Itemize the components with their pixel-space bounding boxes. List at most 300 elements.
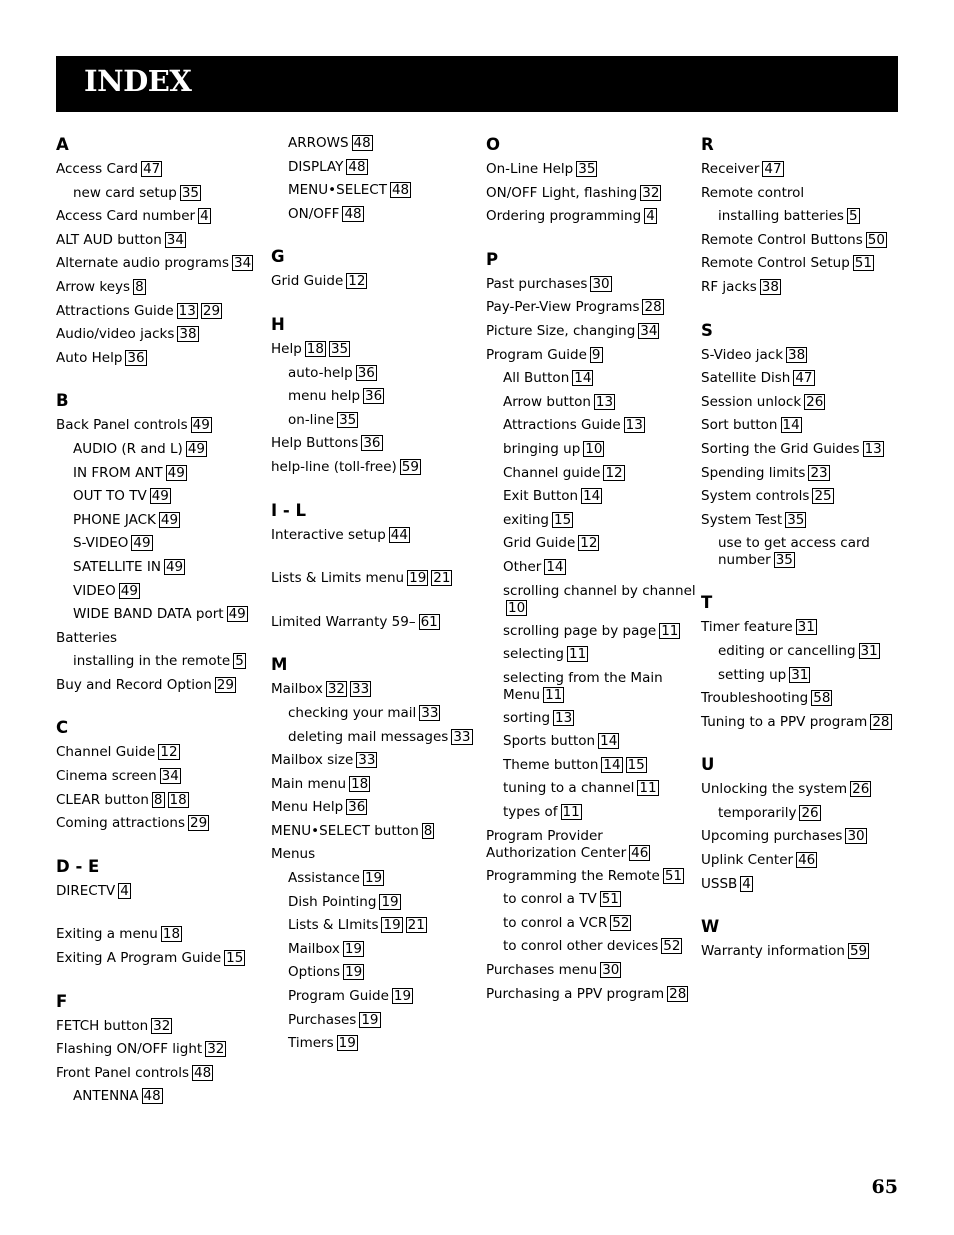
page-ref-link[interactable]: 31 xyxy=(791,666,809,683)
page-ref-link[interactable]: 13 xyxy=(864,440,882,457)
entry-term: S-VIDEO xyxy=(73,535,129,552)
page-ref-link[interactable]: 32 xyxy=(642,184,660,201)
index-entry xyxy=(56,252,266,276)
entry-term: to conrol a VCR xyxy=(503,914,608,931)
index-column-3 xyxy=(486,132,696,1006)
page-ref-link[interactable]: 19 xyxy=(345,964,363,981)
entry-term: ALT AUD button xyxy=(56,231,162,248)
index-entry xyxy=(56,627,266,651)
spacer xyxy=(271,591,481,611)
page-ref-link[interactable]: 13 xyxy=(178,302,196,319)
index-subentry xyxy=(56,532,266,556)
entry-term: Exit Button xyxy=(503,488,579,505)
index-entry xyxy=(701,252,911,276)
index-entry xyxy=(701,485,911,509)
entry-term: Exiting a menu xyxy=(56,926,158,943)
index-entry xyxy=(701,276,911,300)
index-subentry xyxy=(56,509,266,533)
page-ref-link[interactable]: 19 xyxy=(338,1035,356,1052)
page-ref-link[interactable]: 15 xyxy=(553,511,572,528)
page-ref-link[interactable]: 23 xyxy=(810,464,828,481)
page-ref-link[interactable]: 58 xyxy=(813,690,831,707)
index-entry xyxy=(271,338,481,362)
page-ref-link[interactable]: 4 xyxy=(120,882,129,899)
page-ref-link[interactable]: 14 xyxy=(782,417,800,434)
index-subentry xyxy=(486,580,696,620)
entry-term: Program Guide xyxy=(288,988,389,1005)
entry-term: Picture Size, changing xyxy=(486,322,636,339)
page-ref-link[interactable]: 4 xyxy=(200,208,209,225)
entry-term: new card setup xyxy=(73,184,177,201)
page-ref-link[interactable]: 19 xyxy=(409,570,427,587)
index-subentry xyxy=(271,938,481,962)
page-ref-link[interactable]: 21 xyxy=(407,917,425,934)
page-ref-link[interactable]: 51 xyxy=(664,867,682,884)
page-ref-link[interactable]: 35 xyxy=(578,161,596,177)
spacer xyxy=(271,480,481,498)
spacer xyxy=(701,896,911,914)
index-subentry xyxy=(486,707,696,731)
index-entry xyxy=(486,959,696,983)
entry-term: installing in the remote xyxy=(73,653,231,670)
entry-term: Help xyxy=(271,340,302,357)
spacer xyxy=(56,971,266,989)
entry-term: Front Panel controls xyxy=(56,1064,189,1081)
index-entry xyxy=(486,865,696,889)
index-subentry xyxy=(486,801,696,825)
section-letter: R xyxy=(701,135,714,154)
page-ref-link[interactable]: 49 xyxy=(228,606,246,623)
index-subentry xyxy=(56,438,266,462)
page-ref-link[interactable]: 35 xyxy=(787,511,805,528)
index-entry xyxy=(701,367,911,391)
page-ref-link[interactable]: 48 xyxy=(391,182,410,199)
entry-term: ON/OFF Light, flashing xyxy=(486,184,638,201)
entry-term: Mailbox xyxy=(288,940,340,957)
index-entry xyxy=(701,687,911,711)
index-entry xyxy=(486,273,696,297)
index-subentry xyxy=(486,777,696,801)
page-ref-link[interactable]: 4 xyxy=(742,875,751,892)
entry-term: Interactive setup xyxy=(271,526,386,543)
page-ref-link[interactable]: 11 xyxy=(562,804,580,821)
page-ref-link[interactable]: 32 xyxy=(153,1017,171,1034)
page-ref-link[interactable]: 36 xyxy=(357,364,375,381)
entry-term: Satellite Dish xyxy=(701,370,791,387)
section-letter: F xyxy=(56,991,68,1011)
spacer xyxy=(701,300,911,318)
entry-term: Attractions Guide xyxy=(503,417,621,434)
entry-term: Other xyxy=(503,558,542,575)
page-ref-link[interactable]: 19 xyxy=(383,917,401,934)
page-ref-link[interactable]: 12 xyxy=(160,744,178,761)
page-ref-link[interactable]: 49 xyxy=(120,582,138,599)
page-ref-link[interactable]: 49 xyxy=(187,440,206,457)
page-ref-link[interactable]: 11 xyxy=(569,646,587,663)
page-ref-link[interactable]: 34 xyxy=(640,322,658,339)
index-subentry xyxy=(486,888,696,912)
page-ref-link[interactable]: 52 xyxy=(612,914,630,931)
page-ref-link[interactable]: 47 xyxy=(795,370,813,387)
index-entry xyxy=(56,947,266,971)
page-ref-link[interactable]: 48 xyxy=(353,135,371,151)
index-entry xyxy=(486,205,696,229)
entry-term: DISPLAY xyxy=(288,158,344,175)
page-ref-link[interactable]: 35 xyxy=(775,552,793,569)
page-ref-link[interactable]: 11 xyxy=(545,686,563,703)
page-ref-link[interactable]: 14 xyxy=(583,488,601,505)
page-ref-link[interactable]: 35 xyxy=(330,340,349,357)
page-ref-link[interactable]: 15 xyxy=(627,756,645,773)
index-column-4 xyxy=(701,132,911,964)
index-entry xyxy=(486,825,696,865)
index-subentry xyxy=(701,802,911,826)
index-subentry xyxy=(271,1032,481,1056)
index-entry xyxy=(56,741,266,765)
index-entry xyxy=(701,414,911,438)
page-ref-link[interactable]: 9 xyxy=(591,346,601,363)
index-subentry xyxy=(701,640,911,664)
section-letter: C xyxy=(56,718,69,738)
index-subentry xyxy=(701,205,911,229)
entry-term: scrolling channel by channel xyxy=(503,582,696,599)
entry-term: scrolling page by page xyxy=(503,622,657,639)
page-ref-link[interactable]: 33 xyxy=(358,752,376,769)
section-letter: S xyxy=(701,320,713,340)
page-ref-link[interactable]: 11 xyxy=(639,780,657,797)
page-ref-link[interactable]: 19 xyxy=(344,940,363,957)
entry-term: SATELLITE IN xyxy=(73,558,161,575)
index-subentry xyxy=(56,462,266,486)
page-ref-link[interactable]: 29 xyxy=(216,676,234,693)
section-letter: T xyxy=(701,593,713,613)
index-entry xyxy=(56,812,266,836)
index-entry xyxy=(56,674,266,698)
page-ref-link[interactable]: 14 xyxy=(600,733,618,750)
page-ref-link[interactable]: 4 xyxy=(646,208,655,225)
index-entry xyxy=(56,323,266,347)
page-ref-link[interactable]: 28 xyxy=(644,299,662,316)
page-ref-link[interactable]: 32 xyxy=(207,1041,225,1058)
page-ref-link[interactable]: 44 xyxy=(390,526,408,543)
entry-term: On-Line Help xyxy=(486,161,574,177)
entry-term: Help Buttons xyxy=(271,435,359,452)
index-entry xyxy=(701,391,911,415)
page-ref-link[interactable]: 30 xyxy=(847,828,865,845)
entry-term: Access Card xyxy=(56,161,139,177)
entry-term: Batteries xyxy=(56,629,118,646)
page-ref-link[interactable]: 13 xyxy=(555,709,573,726)
entry-term: menu help xyxy=(288,388,361,405)
index-entry xyxy=(56,1015,266,1039)
entry-term: Remote Control Setup xyxy=(701,255,850,272)
page-ref-link[interactable]: 49 xyxy=(165,558,184,575)
page-ref-link[interactable]: 29 xyxy=(190,815,208,832)
page-ref-link[interactable]: 36 xyxy=(127,349,145,366)
page-ref-link[interactable]: 34 xyxy=(166,231,184,248)
section-letter: O xyxy=(486,135,501,154)
page-ref-link[interactable]: 46 xyxy=(798,852,816,869)
page-ref-link[interactable]: 12 xyxy=(348,273,366,290)
page-ref-link[interactable]: 36 xyxy=(363,435,381,452)
entry-term: Timers xyxy=(288,1035,334,1052)
entry-term: Program Provider Authorization Center xyxy=(486,827,627,861)
page-ref-link[interactable]: 8 xyxy=(153,791,163,808)
page-ref-link[interactable]: 32 xyxy=(327,681,346,698)
entry-term: Spending limits xyxy=(701,464,806,481)
page-ref-link[interactable]: 51 xyxy=(601,891,619,908)
page-ref-link[interactable]: 5 xyxy=(235,653,244,670)
entry-term: setting up xyxy=(718,666,787,683)
entry-term: Remote Control Buttons xyxy=(701,231,863,248)
entry-term: Arrow button xyxy=(503,393,591,410)
section-letter: A xyxy=(56,135,69,154)
index-entry xyxy=(56,789,266,813)
page-ref-link[interactable]: 30 xyxy=(602,962,620,979)
entry-term: Troubleshooting xyxy=(701,690,809,707)
page-ref-link[interactable]: 14 xyxy=(603,756,621,773)
index-subentry xyxy=(486,643,696,667)
page-ref-link[interactable]: 48 xyxy=(344,205,362,222)
entry-term: ON/OFF xyxy=(288,205,340,222)
page-ref-link[interactable]: 59 xyxy=(849,943,868,960)
index-entry xyxy=(271,796,481,820)
entry-term: RF jacks xyxy=(701,278,757,295)
page-ref-link[interactable]: 12 xyxy=(605,464,623,481)
index-entry xyxy=(271,432,481,456)
section-letter: W xyxy=(701,917,720,937)
entry-term: checking your mail xyxy=(288,704,417,721)
index-entry xyxy=(56,1062,266,1086)
index-subentry xyxy=(271,891,481,915)
entry-term: Channel Guide xyxy=(56,744,156,761)
page-ref-link[interactable]: 33 xyxy=(453,728,471,745)
entry-term: Grid Guide xyxy=(503,535,576,552)
page-ref-link[interactable]: 8 xyxy=(135,278,144,295)
page-ref-link[interactable]: 18 xyxy=(351,775,369,792)
entry-term: Menu Help xyxy=(271,799,344,816)
entry-term: Purchases xyxy=(288,1011,357,1028)
index-entry xyxy=(701,849,911,873)
page-ref-link[interactable]: 31 xyxy=(860,642,878,659)
section-letter: D - E xyxy=(56,856,100,876)
page-ref-link[interactable]: 48 xyxy=(348,158,366,175)
entry-term: Mailbox xyxy=(271,681,323,698)
index-entry xyxy=(56,158,266,182)
page-ref-link[interactable]: 30 xyxy=(592,275,610,292)
entry-term: System controls xyxy=(701,488,810,505)
entry-term: Channel guide xyxy=(503,464,601,481)
page-ref-link[interactable]: 49 xyxy=(192,417,210,434)
index-subentry xyxy=(486,556,696,580)
index-entry xyxy=(56,765,266,789)
entry-term: Back Panel controls xyxy=(56,417,188,434)
index-subentry xyxy=(56,1085,266,1109)
page-ref-link[interactable]: 26 xyxy=(852,781,870,798)
index-banner xyxy=(56,56,898,112)
page-ref-link[interactable]: 47 xyxy=(764,161,782,177)
page-ref-link[interactable]: 8 xyxy=(423,822,433,839)
entry-term: VIDEO xyxy=(73,582,116,599)
index-entry xyxy=(701,229,911,253)
page-ref-link[interactable]: 13 xyxy=(595,393,614,410)
index-subentry xyxy=(486,754,696,778)
page-ref-link[interactable]: 61 xyxy=(420,613,438,630)
page-ref-link[interactable]: 19 xyxy=(381,893,399,910)
page-ref-link[interactable]: 38 xyxy=(761,278,779,295)
index-entry xyxy=(271,270,481,294)
index-column-1 xyxy=(56,132,266,1109)
page-ref-link[interactable]: 26 xyxy=(801,804,819,821)
page-ref-link[interactable]: 47 xyxy=(143,161,161,177)
index-subentry xyxy=(486,462,696,486)
spacer xyxy=(56,697,266,715)
entry-term: AUDIO (R and L) xyxy=(73,440,183,457)
index-subentry xyxy=(271,867,481,891)
entry-term: Programming the Remote xyxy=(486,867,660,884)
index-column-2 xyxy=(271,132,481,1056)
entry-term: editing or cancelling xyxy=(718,642,856,659)
entry-term: Program Guide xyxy=(486,346,587,363)
entry-term: Cinema screen xyxy=(56,768,157,785)
spacer xyxy=(486,229,696,247)
index-entry xyxy=(271,524,481,548)
section-letter: G xyxy=(271,247,285,267)
entry-term: help-line (toll-free) xyxy=(271,458,397,475)
entry-term: Unlocking the system xyxy=(701,781,848,798)
index-subentry xyxy=(271,985,481,1009)
page-ref-link[interactable]: 19 xyxy=(361,1011,379,1028)
page-ref-link[interactable]: 34 xyxy=(161,768,179,785)
entry-term: Upcoming purchases xyxy=(701,828,843,845)
page-ref-link[interactable]: 11 xyxy=(661,622,679,639)
page-ref-link[interactable]: 48 xyxy=(143,1088,161,1105)
entry-term: Tuning to a PPV program xyxy=(701,713,868,730)
page-ref-link[interactable]: 14 xyxy=(546,558,564,575)
entry-term: Theme button xyxy=(503,756,599,773)
page-ref-link[interactable]: 50 xyxy=(867,231,885,248)
entry-term: bringing up xyxy=(503,440,581,457)
page-number: 65 xyxy=(871,1176,898,1198)
page-ref-link[interactable]: 51 xyxy=(854,255,872,272)
entry-term: Pay-Per-View Programs xyxy=(486,299,640,316)
section-letter: U xyxy=(701,755,715,775)
page-ref-link[interactable]: 26 xyxy=(806,393,824,410)
page-ref-link[interactable]: 14 xyxy=(574,370,592,387)
page-ref-link[interactable]: 10 xyxy=(508,599,526,616)
page-ref-link[interactable]: 34 xyxy=(233,255,252,272)
page-ref-link[interactable]: 25 xyxy=(814,488,832,505)
page-ref-link[interactable]: 36 xyxy=(348,799,366,816)
page-ref-link[interactable]: 15 xyxy=(226,950,244,967)
index-subentry xyxy=(271,179,481,203)
index-subentry xyxy=(486,509,696,533)
entry-term: ARROWS xyxy=(288,135,349,151)
index-entry xyxy=(701,509,911,533)
entry-term: PHONE JACK xyxy=(73,511,156,528)
page-ref-link[interactable]: 49 xyxy=(167,464,185,481)
index-entry xyxy=(701,873,911,897)
page-ref-link[interactable]: 31 xyxy=(797,619,815,636)
page-ref-link[interactable]: 35 xyxy=(339,411,357,428)
index-subentry xyxy=(56,603,266,627)
page-ref-link[interactable]: 38 xyxy=(179,326,197,343)
page-ref-link[interactable]: 49 xyxy=(151,488,169,505)
page-ref-link[interactable]: 21 xyxy=(433,570,451,587)
page-ref-link[interactable]: 48 xyxy=(193,1064,212,1081)
page-ref-link[interactable]: 29 xyxy=(202,302,221,319)
entry-term: Timer feature xyxy=(701,619,793,636)
page-ref-link[interactable]: 33 xyxy=(421,704,439,721)
page-ref-link[interactable]: 52 xyxy=(663,938,681,955)
entry-term: selecting from the Main Menu xyxy=(503,669,663,703)
spacer xyxy=(271,294,481,312)
index-entry xyxy=(56,347,266,371)
index-entry xyxy=(486,344,696,368)
index-entry xyxy=(701,344,911,368)
page-ref-link[interactable]: 46 xyxy=(631,844,649,861)
index-entry xyxy=(701,940,911,964)
page-ref-link[interactable]: 35 xyxy=(181,184,200,201)
page-ref-link[interactable]: 10 xyxy=(585,440,603,457)
page-ref-link[interactable]: 19 xyxy=(364,870,383,887)
page-ref-link[interactable]: 5 xyxy=(848,208,858,225)
page-ref-link[interactable]: 49 xyxy=(160,511,179,528)
page-ref-link[interactable]: 59 xyxy=(401,458,419,475)
entry-term: Lists & LImits xyxy=(288,917,379,934)
index-subentry xyxy=(56,580,266,604)
page-ref-link[interactable]: 33 xyxy=(352,681,370,698)
page-ref-link[interactable]: 18 xyxy=(306,340,324,357)
index-subentry xyxy=(271,726,481,750)
entry-term: Menus xyxy=(271,846,316,863)
page-ref-link[interactable]: 36 xyxy=(365,388,383,405)
page-ref-link[interactable]: 19 xyxy=(393,988,412,1005)
entry-term: selecting xyxy=(503,646,564,663)
page-ref-link[interactable]: 38 xyxy=(788,346,806,363)
page-ref-link[interactable]: 28 xyxy=(669,985,687,1002)
index-subentry xyxy=(271,362,481,386)
entry-term: Dish Pointing xyxy=(288,893,377,910)
page-ref-link[interactable]: 12 xyxy=(580,535,598,552)
page-ref-link[interactable]: 18 xyxy=(169,791,187,808)
index-subentry xyxy=(486,730,696,754)
index-subentry xyxy=(486,438,696,462)
entry-term: ANTENNA xyxy=(73,1088,139,1105)
index-subentry xyxy=(271,203,481,227)
entry-term: Sports button xyxy=(503,733,596,750)
index-entry xyxy=(271,567,481,591)
page-ref-link[interactable]: 18 xyxy=(162,926,181,943)
entry-term: Options xyxy=(288,964,341,981)
page-ref-link[interactable]: 28 xyxy=(872,713,890,730)
index-entry xyxy=(56,205,266,229)
entry-term: Uplink Center xyxy=(701,852,794,869)
entry-term: All Button xyxy=(503,370,570,387)
spacer xyxy=(701,572,911,590)
entry-term: MENU•SELECT xyxy=(288,182,387,199)
page-ref-link[interactable]: 49 xyxy=(133,535,151,552)
page-ref-link[interactable]: 13 xyxy=(625,417,643,434)
entry-term: Remote control xyxy=(701,184,805,201)
index-entry xyxy=(271,749,481,773)
index-entry xyxy=(486,320,696,344)
index-entry xyxy=(56,1038,266,1062)
entry-term: Alternate audio programs xyxy=(56,255,229,272)
section-letter: I - L xyxy=(271,500,306,520)
index-entry xyxy=(56,880,266,904)
entry-term: to conrol other devices xyxy=(503,938,659,955)
